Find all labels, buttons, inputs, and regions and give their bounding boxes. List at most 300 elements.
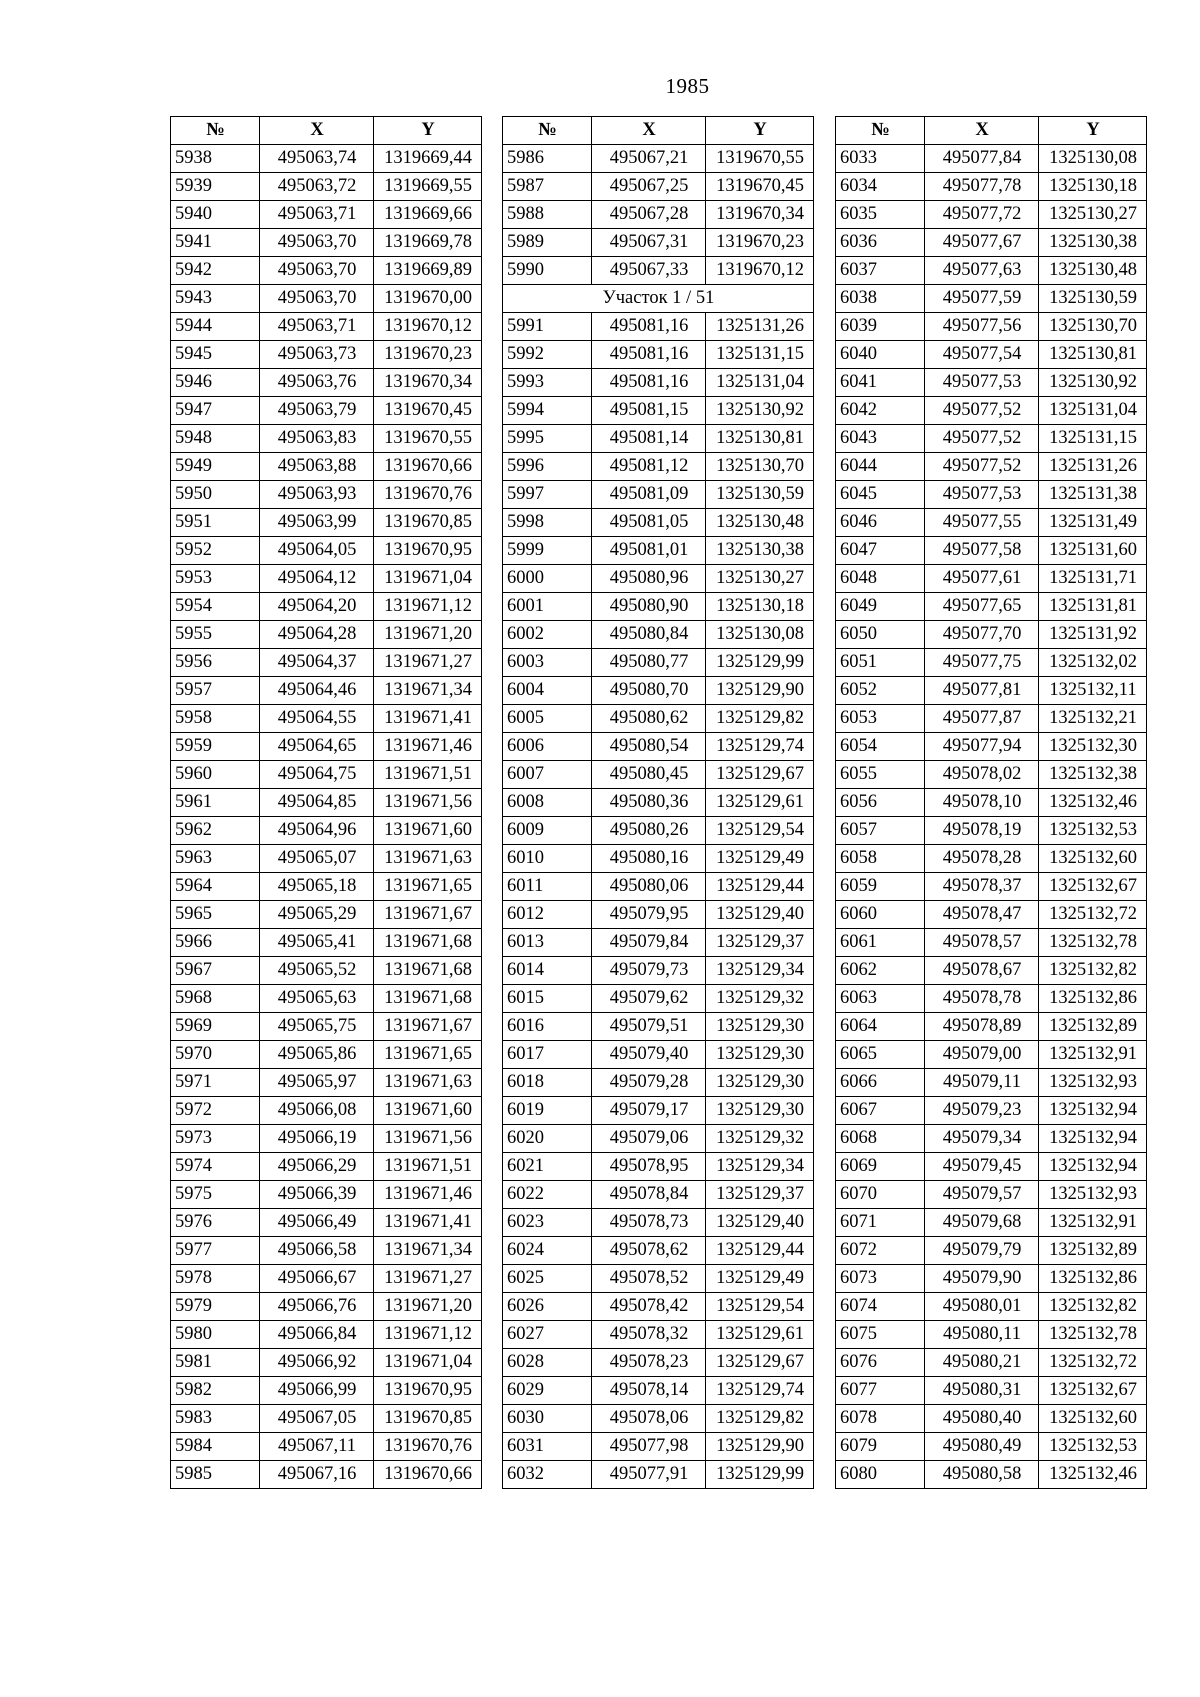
table-row <box>503 453 814 481</box>
header-number: № <box>171 117 260 145</box>
table-row <box>171 1293 482 1321</box>
y-coordinate-cell: 1319670,12 <box>706 257 814 285</box>
table-row <box>836 1265 1147 1293</box>
x-coordinate-cell: 495078,52 <box>592 1265 706 1293</box>
y-coordinate-cell: 1319671,41 <box>374 705 482 733</box>
x-coordinate-cell: 495079,23 <box>925 1097 1039 1125</box>
x-coordinate-cell: 495077,98 <box>592 1433 706 1461</box>
section-row <box>503 285 814 313</box>
table-row <box>836 873 1147 901</box>
table-row <box>171 1405 482 1433</box>
y-coordinate-cell: 1325132,30 <box>1039 733 1147 761</box>
table-row <box>171 929 482 957</box>
x-coordinate-cell: 495078,84 <box>592 1181 706 1209</box>
table-row <box>836 201 1147 229</box>
point-number-cell: 6079 <box>836 1433 925 1461</box>
table-row <box>171 285 482 313</box>
x-coordinate-cell: 495077,63 <box>925 257 1039 285</box>
table-row <box>503 649 814 677</box>
x-coordinate-cell: 495064,55 <box>260 705 374 733</box>
table-row <box>836 957 1147 985</box>
point-number-cell: 6015 <box>503 985 592 1013</box>
table-row <box>503 257 814 285</box>
point-number-cell: 5963 <box>171 845 260 873</box>
table-row <box>171 1433 482 1461</box>
point-number-cell: 6065 <box>836 1041 925 1069</box>
y-coordinate-cell: 1325130,59 <box>706 481 814 509</box>
point-number-cell: 5969 <box>171 1013 260 1041</box>
table-row <box>171 425 482 453</box>
x-coordinate-cell: 495066,29 <box>260 1153 374 1181</box>
y-coordinate-cell: 1325130,18 <box>1039 173 1147 201</box>
x-coordinate-cell: 495077,61 <box>925 565 1039 593</box>
x-coordinate-cell: 495064,46 <box>260 677 374 705</box>
y-coordinate-cell: 1319671,65 <box>374 1041 482 1069</box>
point-number-cell: 5962 <box>171 817 260 845</box>
y-coordinate-cell: 1325130,08 <box>1039 145 1147 173</box>
coordinate-table-2 <box>502 116 814 1489</box>
x-coordinate-cell: 495081,15 <box>592 397 706 425</box>
page-number: 1985 <box>665 74 710 98</box>
x-coordinate-cell: 495081,16 <box>592 341 706 369</box>
x-coordinate-cell: 495063,73 <box>260 341 374 369</box>
point-number-cell: 6004 <box>503 677 592 705</box>
table-row <box>503 873 814 901</box>
y-coordinate-cell: 1325131,04 <box>1039 397 1147 425</box>
y-coordinate-cell: 1325131,15 <box>1039 425 1147 453</box>
point-number-cell: 6014 <box>503 957 592 985</box>
point-number-cell: 5952 <box>171 537 260 565</box>
y-coordinate-cell: 1319671,63 <box>374 1069 482 1097</box>
y-coordinate-cell: 1325132,02 <box>1039 649 1147 677</box>
x-coordinate-cell: 495079,40 <box>592 1041 706 1069</box>
point-number-cell: 6061 <box>836 929 925 957</box>
x-coordinate-cell: 495079,28 <box>592 1069 706 1097</box>
point-number-cell: 6066 <box>836 1069 925 1097</box>
point-number-cell: 6049 <box>836 593 925 621</box>
table-row <box>171 1125 482 1153</box>
y-coordinate-cell: 1325130,48 <box>1039 257 1147 285</box>
point-number-cell: 5987 <box>503 173 592 201</box>
point-number-cell: 6071 <box>836 1209 925 1237</box>
x-coordinate-cell: 495065,07 <box>260 845 374 873</box>
y-coordinate-cell: 1325132,53 <box>1039 1433 1147 1461</box>
table-row <box>836 1125 1147 1153</box>
x-coordinate-cell: 495078,42 <box>592 1293 706 1321</box>
x-coordinate-cell: 495063,88 <box>260 453 374 481</box>
y-coordinate-cell: 1319670,45 <box>706 173 814 201</box>
y-coordinate-cell: 1325129,67 <box>706 1349 814 1377</box>
point-number-cell: 6073 <box>836 1265 925 1293</box>
x-coordinate-cell: 495065,86 <box>260 1041 374 1069</box>
y-coordinate-cell: 1319671,60 <box>374 817 482 845</box>
point-number-cell: 6070 <box>836 1181 925 1209</box>
point-number-cell: 6031 <box>503 1433 592 1461</box>
x-coordinate-cell: 495078,67 <box>925 957 1039 985</box>
table-row <box>171 789 482 817</box>
header-x: X <box>260 117 374 145</box>
x-coordinate-cell: 495080,84 <box>592 621 706 649</box>
point-number-cell: 6046 <box>836 509 925 537</box>
table-row <box>503 1041 814 1069</box>
x-coordinate-cell: 495079,45 <box>925 1153 1039 1181</box>
point-number-cell: 6042 <box>836 397 925 425</box>
x-coordinate-cell: 495063,70 <box>260 257 374 285</box>
table-row <box>171 621 482 649</box>
y-coordinate-cell: 1325132,94 <box>1039 1153 1147 1181</box>
point-number-cell: 6051 <box>836 649 925 677</box>
table-row <box>171 453 482 481</box>
x-coordinate-cell: 495077,58 <box>925 537 1039 565</box>
point-number-cell: 6016 <box>503 1013 592 1041</box>
point-number-cell: 6075 <box>836 1321 925 1349</box>
x-coordinate-cell: 495080,31 <box>925 1377 1039 1405</box>
table-row <box>503 1265 814 1293</box>
y-coordinate-cell: 1325132,67 <box>1039 1377 1147 1405</box>
y-coordinate-cell: 1325131,38 <box>1039 481 1147 509</box>
table-row <box>171 705 482 733</box>
y-coordinate-cell: 1319670,34 <box>706 201 814 229</box>
point-number-cell: 5946 <box>171 369 260 397</box>
table-row <box>503 761 814 789</box>
point-number-cell: 6062 <box>836 957 925 985</box>
x-coordinate-cell: 495081,12 <box>592 453 706 481</box>
y-coordinate-cell: 1319671,51 <box>374 761 482 789</box>
table-row <box>836 565 1147 593</box>
table-header-row <box>836 117 1147 145</box>
point-number-cell: 6057 <box>836 817 925 845</box>
table-header-row <box>171 117 482 145</box>
table-row <box>503 733 814 761</box>
x-coordinate-cell: 495066,84 <box>260 1321 374 1349</box>
point-number-cell: 6060 <box>836 901 925 929</box>
y-coordinate-cell: 1325130,08 <box>706 621 814 649</box>
y-coordinate-cell: 1319670,85 <box>374 1405 482 1433</box>
table-row <box>171 985 482 1013</box>
y-coordinate-cell: 1325129,74 <box>706 733 814 761</box>
table-row <box>503 705 814 733</box>
x-coordinate-cell: 495078,95 <box>592 1153 706 1181</box>
x-coordinate-cell: 495081,01 <box>592 537 706 565</box>
table-row <box>171 1013 482 1041</box>
y-coordinate-cell: 1325130,92 <box>706 397 814 425</box>
x-coordinate-cell: 495077,52 <box>925 425 1039 453</box>
y-coordinate-cell: 1319671,12 <box>374 593 482 621</box>
point-number-cell: 6027 <box>503 1321 592 1349</box>
y-coordinate-cell: 1325132,89 <box>1039 1237 1147 1265</box>
y-coordinate-cell: 1319670,95 <box>374 537 482 565</box>
x-coordinate-cell: 495077,56 <box>925 313 1039 341</box>
table-row <box>171 733 482 761</box>
x-coordinate-cell: 495081,05 <box>592 509 706 537</box>
x-coordinate-cell: 495067,16 <box>260 1461 374 1489</box>
point-number-cell: 5944 <box>171 313 260 341</box>
y-coordinate-cell: 1319670,23 <box>706 229 814 257</box>
point-number-cell: 6064 <box>836 1013 925 1041</box>
table-row <box>836 1461 1147 1489</box>
table-row <box>503 565 814 593</box>
table-row <box>171 313 482 341</box>
point-number-cell: 5995 <box>503 425 592 453</box>
y-coordinate-cell: 1325131,71 <box>1039 565 1147 593</box>
point-number-cell: 5967 <box>171 957 260 985</box>
y-coordinate-cell: 1325129,67 <box>706 761 814 789</box>
table-row <box>171 1153 482 1181</box>
point-number-cell: 5979 <box>171 1293 260 1321</box>
table-row <box>171 649 482 677</box>
x-coordinate-cell: 495078,14 <box>592 1377 706 1405</box>
table-row <box>503 1125 814 1153</box>
point-number-cell: 6035 <box>836 201 925 229</box>
point-number-cell: 5990 <box>503 257 592 285</box>
table-row <box>836 537 1147 565</box>
y-coordinate-cell: 1325132,93 <box>1039 1069 1147 1097</box>
y-coordinate-cell: 1325129,32 <box>706 1125 814 1153</box>
table-row <box>503 1461 814 1489</box>
table-row <box>171 677 482 705</box>
point-number-cell: 5999 <box>503 537 592 565</box>
y-coordinate-cell: 1319670,66 <box>374 1461 482 1489</box>
table-header-row <box>503 117 814 145</box>
y-coordinate-cell: 1325129,54 <box>706 817 814 845</box>
x-coordinate-cell: 495065,18 <box>260 873 374 901</box>
y-coordinate-cell: 1319671,56 <box>374 789 482 817</box>
x-coordinate-cell: 495064,12 <box>260 565 374 593</box>
point-number-cell: 5938 <box>171 145 260 173</box>
table-row <box>503 1013 814 1041</box>
table-row <box>503 677 814 705</box>
y-coordinate-cell: 1325131,15 <box>706 341 814 369</box>
header-y: Y <box>1039 117 1147 145</box>
table-row <box>171 1321 482 1349</box>
x-coordinate-cell: 495063,83 <box>260 425 374 453</box>
table-row <box>503 901 814 929</box>
table-row <box>836 649 1147 677</box>
y-coordinate-cell: 1325130,81 <box>1039 341 1147 369</box>
x-coordinate-cell: 495077,53 <box>925 369 1039 397</box>
table-row <box>503 929 814 957</box>
x-coordinate-cell: 495078,37 <box>925 873 1039 901</box>
point-number-cell: 6033 <box>836 145 925 173</box>
point-number-cell: 5942 <box>171 257 260 285</box>
table-row <box>836 901 1147 929</box>
y-coordinate-cell: 1325129,44 <box>706 1237 814 1265</box>
x-coordinate-cell: 495080,11 <box>925 1321 1039 1349</box>
point-number-cell: 6029 <box>503 1377 592 1405</box>
x-coordinate-cell: 495077,87 <box>925 705 1039 733</box>
point-number-cell: 6045 <box>836 481 925 509</box>
point-number-cell: 6041 <box>836 369 925 397</box>
x-coordinate-cell: 495078,06 <box>592 1405 706 1433</box>
y-coordinate-cell: 1325131,49 <box>1039 509 1147 537</box>
x-coordinate-cell: 495077,78 <box>925 173 1039 201</box>
x-coordinate-cell: 495081,16 <box>592 313 706 341</box>
x-coordinate-cell: 495081,09 <box>592 481 706 509</box>
y-coordinate-cell: 1325130,59 <box>1039 285 1147 313</box>
x-coordinate-cell: 495078,57 <box>925 929 1039 957</box>
y-coordinate-cell: 1325132,91 <box>1039 1041 1147 1069</box>
point-number-cell: 5958 <box>171 705 260 733</box>
point-number-cell: 6069 <box>836 1153 925 1181</box>
y-coordinate-cell: 1325130,81 <box>706 425 814 453</box>
y-coordinate-cell: 1319670,76 <box>374 1433 482 1461</box>
y-coordinate-cell: 1325132,78 <box>1039 1321 1147 1349</box>
point-number-cell: 6023 <box>503 1209 592 1237</box>
y-coordinate-cell: 1319670,66 <box>374 453 482 481</box>
y-coordinate-cell: 1325129,44 <box>706 873 814 901</box>
y-coordinate-cell: 1325132,78 <box>1039 929 1147 957</box>
point-number-cell: 6009 <box>503 817 592 845</box>
x-coordinate-cell: 495080,45 <box>592 761 706 789</box>
table-row <box>836 369 1147 397</box>
table-row <box>171 901 482 929</box>
point-number-cell: 5965 <box>171 901 260 929</box>
table-row <box>836 1349 1147 1377</box>
table-row <box>171 397 482 425</box>
y-coordinate-cell: 1325129,49 <box>706 845 814 873</box>
x-coordinate-cell: 495078,23 <box>592 1349 706 1377</box>
x-coordinate-cell: 495078,19 <box>925 817 1039 845</box>
x-coordinate-cell: 495077,84 <box>925 145 1039 173</box>
x-coordinate-cell: 495066,49 <box>260 1209 374 1237</box>
y-coordinate-cell: 1325129,30 <box>706 1013 814 1041</box>
x-coordinate-cell: 495077,52 <box>925 453 1039 481</box>
table-row <box>836 1181 1147 1209</box>
x-coordinate-cell: 495081,14 <box>592 425 706 453</box>
y-coordinate-cell: 1319671,34 <box>374 677 482 705</box>
y-coordinate-cell: 1325129,34 <box>706 957 814 985</box>
point-number-cell: 6077 <box>836 1377 925 1405</box>
x-coordinate-cell: 495078,78 <box>925 985 1039 1013</box>
point-number-cell: 6019 <box>503 1097 592 1125</box>
header-x: X <box>925 117 1039 145</box>
table-row <box>503 817 814 845</box>
point-number-cell: 5997 <box>503 481 592 509</box>
table-row <box>171 1097 482 1125</box>
table-row <box>171 369 482 397</box>
table-row <box>171 1237 482 1265</box>
y-coordinate-cell: 1325132,60 <box>1039 1405 1147 1433</box>
point-number-cell: 5977 <box>171 1237 260 1265</box>
x-coordinate-cell: 495079,00 <box>925 1041 1039 1069</box>
x-coordinate-cell: 495079,57 <box>925 1181 1039 1209</box>
table-row <box>836 593 1147 621</box>
y-coordinate-cell: 1319671,67 <box>374 901 482 929</box>
y-coordinate-cell: 1319670,45 <box>374 397 482 425</box>
header-x: X <box>592 117 706 145</box>
table-row <box>503 397 814 425</box>
table-row <box>503 1237 814 1265</box>
table-row <box>503 1181 814 1209</box>
table-row <box>171 1377 482 1405</box>
x-coordinate-cell: 495065,52 <box>260 957 374 985</box>
point-number-cell: 6040 <box>836 341 925 369</box>
table-row <box>503 1069 814 1097</box>
point-number-cell: 6056 <box>836 789 925 817</box>
point-number-cell: 6021 <box>503 1153 592 1181</box>
y-coordinate-cell: 1325132,46 <box>1039 789 1147 817</box>
point-number-cell: 5998 <box>503 509 592 537</box>
point-number-cell: 6037 <box>836 257 925 285</box>
table-row <box>503 145 814 173</box>
x-coordinate-cell: 495063,99 <box>260 509 374 537</box>
table-row <box>503 509 814 537</box>
point-number-cell: 6017 <box>503 1041 592 1069</box>
point-number-cell: 5948 <box>171 425 260 453</box>
table-row <box>503 1321 814 1349</box>
x-coordinate-cell: 495065,97 <box>260 1069 374 1097</box>
x-coordinate-cell: 495077,81 <box>925 677 1039 705</box>
table-row <box>503 481 814 509</box>
y-coordinate-cell: 1325132,72 <box>1039 1349 1147 1377</box>
coordinate-table-3 <box>835 116 1147 1489</box>
table-row <box>836 145 1147 173</box>
point-number-cell: 5983 <box>171 1405 260 1433</box>
x-coordinate-cell: 495077,52 <box>925 397 1039 425</box>
point-number-cell: 6028 <box>503 1349 592 1377</box>
x-coordinate-cell: 495063,72 <box>260 173 374 201</box>
table-row <box>503 425 814 453</box>
x-coordinate-cell: 495079,73 <box>592 957 706 985</box>
table-row <box>503 229 814 257</box>
table-row <box>836 229 1147 257</box>
table-row <box>836 173 1147 201</box>
point-number-cell: 6078 <box>836 1405 925 1433</box>
x-coordinate-cell: 495064,37 <box>260 649 374 677</box>
x-coordinate-cell: 495078,89 <box>925 1013 1039 1041</box>
x-coordinate-cell: 495063,74 <box>260 145 374 173</box>
point-number-cell: 5970 <box>171 1041 260 1069</box>
table-row <box>503 313 814 341</box>
y-coordinate-cell: 1325129,99 <box>706 649 814 677</box>
table-row <box>836 341 1147 369</box>
point-number-cell: 5984 <box>171 1433 260 1461</box>
table-row <box>836 1041 1147 1069</box>
point-number-cell: 5988 <box>503 201 592 229</box>
y-coordinate-cell: 1319671,46 <box>374 1181 482 1209</box>
y-coordinate-cell: 1319671,68 <box>374 985 482 1013</box>
header-number: № <box>503 117 592 145</box>
x-coordinate-cell: 495077,67 <box>925 229 1039 257</box>
table-row <box>836 425 1147 453</box>
y-coordinate-cell: 1325132,38 <box>1039 761 1147 789</box>
point-number-cell: 6074 <box>836 1293 925 1321</box>
table-row <box>503 369 814 397</box>
x-coordinate-cell: 495079,51 <box>592 1013 706 1041</box>
table-row <box>171 593 482 621</box>
table-row <box>836 733 1147 761</box>
table-row <box>836 621 1147 649</box>
point-number-cell: 6010 <box>503 845 592 873</box>
x-coordinate-cell: 495067,28 <box>592 201 706 229</box>
y-coordinate-cell: 1319670,95 <box>374 1377 482 1405</box>
y-coordinate-cell: 1319669,44 <box>374 145 482 173</box>
x-coordinate-cell: 495067,31 <box>592 229 706 257</box>
y-coordinate-cell: 1319671,41 <box>374 1209 482 1237</box>
table-row <box>836 285 1147 313</box>
y-coordinate-cell: 1319670,85 <box>374 509 482 537</box>
point-number-cell: 6030 <box>503 1405 592 1433</box>
x-coordinate-cell: 495077,54 <box>925 341 1039 369</box>
table-row <box>836 1321 1147 1349</box>
y-coordinate-cell: 1325130,27 <box>1039 201 1147 229</box>
point-number-cell: 6053 <box>836 705 925 733</box>
point-number-cell: 6026 <box>503 1293 592 1321</box>
x-coordinate-cell: 495081,16 <box>592 369 706 397</box>
point-number-cell: 5978 <box>171 1265 260 1293</box>
y-coordinate-cell: 1325130,38 <box>706 537 814 565</box>
y-coordinate-cell: 1325129,82 <box>706 1405 814 1433</box>
